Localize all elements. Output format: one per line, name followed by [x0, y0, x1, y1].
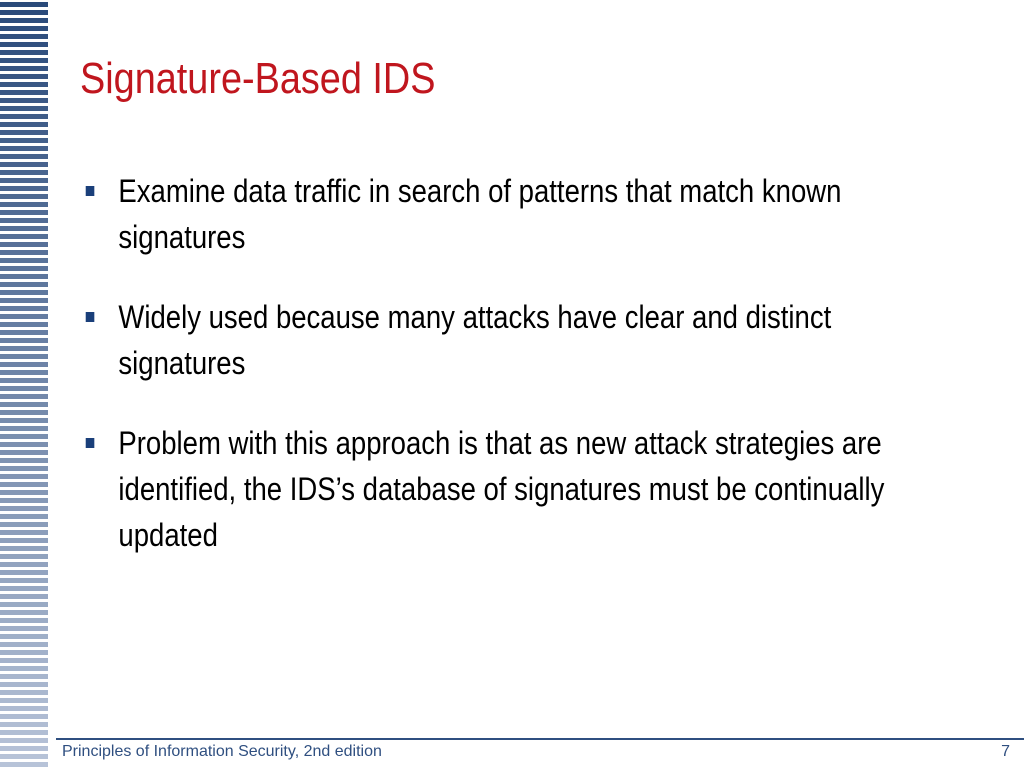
decorative-stripe	[0, 706, 48, 711]
decorative-stripe	[0, 762, 48, 767]
decorative-stripe	[0, 42, 48, 47]
decorative-stripe	[0, 722, 48, 727]
decorative-stripe	[0, 2, 48, 7]
decorative-stripe	[0, 474, 48, 479]
decorative-stripe	[0, 730, 48, 735]
decorative-stripe	[0, 298, 48, 303]
decorative-stripe	[0, 194, 48, 199]
bullet-item	[84, 168, 944, 260]
decorative-stripe	[0, 66, 48, 71]
decorative-stripe	[0, 370, 48, 375]
decorative-stripe	[0, 562, 48, 567]
decorative-stripe	[0, 170, 48, 175]
decorative-stripe	[0, 530, 48, 535]
decorative-stripe	[0, 314, 48, 319]
decorative-stripe	[0, 18, 48, 23]
decorative-stripe	[0, 226, 48, 231]
decorative-stripe	[0, 610, 48, 615]
decorative-stripe	[0, 138, 48, 143]
square-bullet-icon	[86, 312, 95, 322]
decorative-stripe	[0, 538, 48, 543]
decorative-stripe	[0, 330, 48, 335]
decorative-stripe	[0, 490, 48, 495]
decorative-stripe	[0, 338, 48, 343]
decorative-stripe-bar	[0, 0, 48, 768]
decorative-stripe	[0, 578, 48, 583]
square-bullet-icon	[86, 186, 95, 196]
decorative-stripe	[0, 482, 48, 487]
decorative-stripe	[0, 266, 48, 271]
decorative-stripe	[0, 290, 48, 295]
decorative-stripe	[0, 546, 48, 551]
decorative-stripe	[0, 658, 48, 663]
decorative-stripe	[0, 442, 48, 447]
decorative-stripe	[0, 98, 48, 103]
decorative-stripe	[0, 50, 48, 55]
decorative-stripe	[0, 250, 48, 255]
decorative-stripe	[0, 354, 48, 359]
decorative-stripe	[0, 754, 48, 759]
decorative-stripe	[0, 346, 48, 351]
decorative-stripe	[0, 418, 48, 423]
decorative-stripe	[0, 130, 48, 135]
decorative-stripe	[0, 114, 48, 119]
decorative-stripe	[0, 458, 48, 463]
decorative-stripe	[0, 322, 48, 327]
decorative-stripe	[0, 650, 48, 655]
square-bullet-icon	[86, 438, 95, 448]
decorative-stripe	[0, 162, 48, 167]
bullet-text: Examine data traffic in search of patterns that match known signatures	[118, 173, 842, 255]
decorative-stripe	[0, 394, 48, 399]
decorative-stripe	[0, 570, 48, 575]
decorative-stripe	[0, 426, 48, 431]
decorative-stripe	[0, 434, 48, 439]
decorative-stripe	[0, 594, 48, 599]
decorative-stripe	[0, 674, 48, 679]
decorative-stripe	[0, 634, 48, 639]
decorative-stripe	[0, 258, 48, 263]
decorative-stripe	[0, 178, 48, 183]
decorative-stripe	[0, 602, 48, 607]
decorative-stripe	[0, 738, 48, 743]
decorative-stripe	[0, 146, 48, 151]
decorative-stripe	[0, 26, 48, 31]
bullet-item	[84, 420, 944, 558]
decorative-stripe	[0, 554, 48, 559]
decorative-stripe	[0, 690, 48, 695]
decorative-stripe	[0, 466, 48, 471]
bullet-text: Problem with this approach is that as new attack strategies are identified, the IDS’s database of signatures must be continually updated	[118, 425, 885, 553]
decorative-stripe	[0, 74, 48, 79]
decorative-stripe	[0, 282, 48, 287]
decorative-stripe	[0, 274, 48, 279]
decorative-stripe	[0, 714, 48, 719]
decorative-stripe	[0, 362, 48, 367]
decorative-stripe	[0, 746, 48, 751]
page-number: 7	[1001, 743, 1010, 760]
decorative-stripe	[0, 210, 48, 215]
decorative-stripe	[0, 618, 48, 623]
decorative-stripe	[0, 522, 48, 527]
decorative-stripe	[0, 402, 48, 407]
decorative-stripe	[0, 218, 48, 223]
decorative-stripe	[0, 586, 48, 591]
decorative-stripe	[0, 154, 48, 159]
decorative-stripe	[0, 642, 48, 647]
slide-title: Signature-Based IDS	[80, 54, 436, 103]
decorative-stripe	[0, 34, 48, 39]
decorative-stripe	[0, 10, 48, 15]
decorative-stripe	[0, 202, 48, 207]
decorative-stripe	[0, 626, 48, 631]
decorative-stripe	[0, 498, 48, 503]
decorative-stripe	[0, 386, 48, 391]
decorative-stripe	[0, 682, 48, 687]
decorative-stripe	[0, 58, 48, 63]
decorative-stripe	[0, 450, 48, 455]
decorative-stripe	[0, 506, 48, 511]
decorative-stripe	[0, 666, 48, 671]
decorative-stripe	[0, 698, 48, 703]
decorative-stripe	[0, 410, 48, 415]
decorative-stripe	[0, 242, 48, 247]
decorative-stripe	[0, 514, 48, 519]
decorative-stripe	[0, 234, 48, 239]
bullet-list	[84, 168, 944, 592]
footer-divider	[56, 738, 1024, 740]
bullet-item	[84, 294, 944, 386]
footer-text: Principles of Information Security, 2nd edition	[62, 743, 382, 760]
decorative-stripe	[0, 106, 48, 111]
decorative-stripe	[0, 122, 48, 127]
decorative-stripe	[0, 306, 48, 311]
bullet-text: Widely used because many attacks have clear and distinct signatures	[118, 299, 832, 381]
decorative-stripe	[0, 378, 48, 383]
decorative-stripe	[0, 90, 48, 95]
decorative-stripe	[0, 82, 48, 87]
decorative-stripe	[0, 186, 48, 191]
